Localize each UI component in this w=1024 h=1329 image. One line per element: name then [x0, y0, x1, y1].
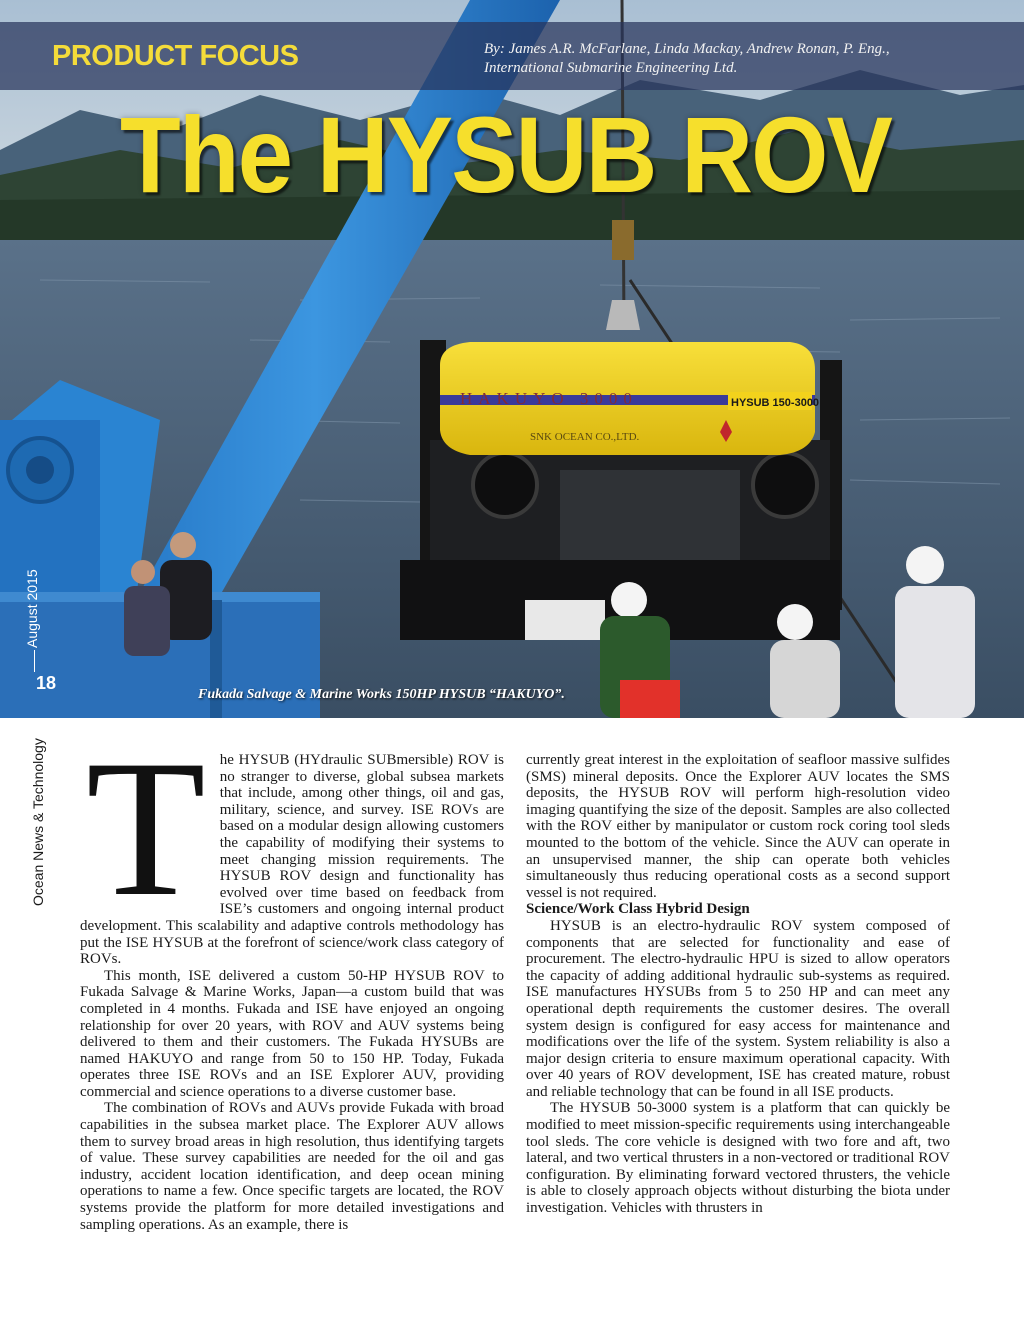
rov-name-marking: HAKUYO 3000	[460, 389, 638, 408]
magazine-name	[30, 728, 52, 908]
photo-caption: Fukada Salvage & Marine Works 150HP HYSUB “HAKUYO”.	[198, 687, 565, 702]
drop-cap: T	[86, 720, 206, 937]
byline	[484, 40, 1004, 78]
paragraph-2: This month, ISE delivered a custom 50-HP HYSUB ROV to Fukada Salvage & Marine Works, Japan—a custom build that was completed in 4 months. Fukada and ISE have enjoyed an ongoing relationship for over 20 years, with ROV and AUV systems being delivered to them and their customers. The Fukada HYSUBs are named HAKUYO and range from 50 to 150 HP. Today, Fukada operates three ISE ROVs and an ISE Explorer AUV, providing commercial and science operations to a diverse customer base.	[80, 967, 504, 1100]
paragraph-1: he HYSUB (HYdraulic SUBmersible) ROV is no stranger to diverse, global subsea markets that include, among other things, oil and gas, military, science, and survey. ISE ROVs are based on a modular design allowing customers the capability of modifying their systems to meet changing mission requirements. The HYSUB ROV design and functionality has evolved over time based on feedback from ISE’s customers and ongoing internal product development. This scalability and adaptive controls methodology has put the ISE HYSUB at the forefront of science/work class category of ROVs.	[80, 752, 504, 968]
page-number: 18	[36, 673, 57, 693]
rail-divider	[34, 650, 35, 672]
paragraph-3: The combination of ROVs and AUVs provide Fukada with broad capabilities in the subsea market place. The Explorer AUV allows them to survey broad areas in high resolution, thus identifying targets of value. These survey capabilities are needed for the oil and gas industry, accident location identification, and deep ocean mining operations to name a few. Once specific targets are located, the ROV systems provide the platform for more detailed investigations and sampling operations. As an example, there is	[80, 1100, 504, 1233]
article-column-right	[526, 752, 950, 1217]
article-column-left	[80, 720, 504, 1233]
magazine-name-text: Ocean News & Technology	[30, 738, 46, 906]
paragraph-5: HYSUB is an electro-hydraulic ROV system composed of components that are selected for functionality and ease of procurement. The electro-hydraulic HPU is sized to allow operators the capacity of adding additional hydraulic sub-systems as required. ISE manufactures HYSUBs from 5 to 250 HP and can meet any operational depth requirements the customer desires. The overall system design is configured for easy access for maintenance and modifications over the life of the system. System reliability is also a major design criteria to ensure maximum operational capacity. With over 40 years of ROV development, ISE has created mature, robust and reliable technology that can be found in all ISE products.	[526, 917, 950, 1100]
byline-organization: International Submarine Engineering Ltd.	[484, 60, 738, 76]
paragraph-4: currently great interest in the exploitation of seafloor massive sulfides (SMS) mineral deposits. Once the Explorer AUV locates the SMS deposits, the HYSUB ROV will perform high-resolution video imaging quantifying the size of the deposit. Samples are also collected with the ROV either by manipulator or custom rock coring tool sleds mounted to the bottom of the vehicle. Since the AUV can operate in an unsupervised manner, the ship can operate both vehicles simultaneously thus reducing operational costs as a second support vessel is not required.	[526, 752, 950, 901]
byline-authors: By: James A.R. McFarlane, Linda Mackay, Andrew Ronan, P. Eng.,	[484, 41, 890, 57]
issue-date-text: August 2015	[24, 569, 40, 648]
article-title: The HYSUB ROV	[120, 94, 892, 215]
rov-owner-marking: SNK OCEAN CO.,LTD.	[530, 431, 640, 443]
section-subhead: Science/Work Class Hybrid Design	[526, 901, 750, 918]
section-label: PRODUCT FOCUS	[52, 40, 299, 72]
issue-date	[24, 560, 46, 650]
rov-model-marking: HYSUB 150-3000	[731, 397, 820, 409]
paragraph-6: The HYSUB 50-3000 system is a platform that can quickly be modified to meet mission-specific requirements using interchangeable tool sleds. The core vehicle is designed with two fore and aft, two lateral, and two vertical thrusters in a non-vectored or traditional ROV configuration. By eliminating forward vectored thrusters, the vehicle is able to closely approach objects without disturbing the biota under investigation. Vehicles with thrusters in	[526, 1100, 950, 1217]
